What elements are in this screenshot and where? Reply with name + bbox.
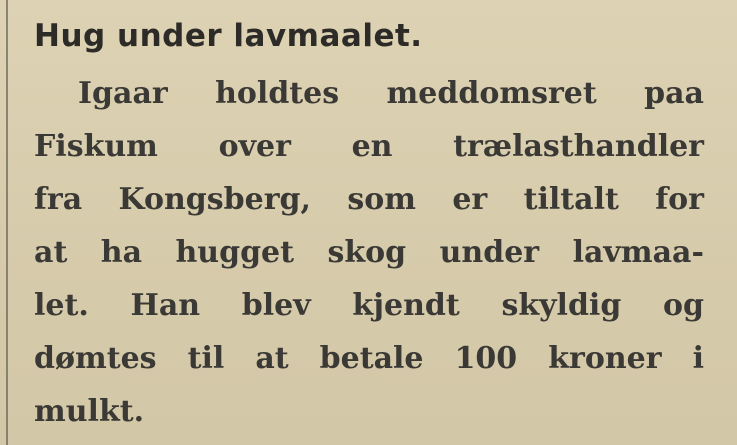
- word: fra: [34, 182, 83, 217]
- word: som: [347, 182, 416, 217]
- word: for: [655, 182, 704, 217]
- word: Han: [130, 288, 201, 323]
- word: en: [351, 129, 393, 164]
- word: meddomsret: [386, 76, 597, 111]
- word: til: [187, 341, 225, 376]
- article-line-7: [34, 390, 704, 443]
- word: over: [218, 129, 291, 164]
- article-line-2: [34, 125, 704, 178]
- word: mulkt.: [34, 394, 145, 429]
- word: er: [452, 182, 488, 217]
- word: skyldig: [501, 288, 622, 323]
- word: kroner: [548, 341, 662, 376]
- word: under: [439, 235, 540, 270]
- column-rule: [6, 0, 8, 445]
- word: 100: [454, 341, 518, 376]
- word: dømtes: [34, 341, 157, 376]
- word: Igaar: [78, 76, 168, 111]
- article-body: [34, 72, 704, 443]
- word: betale: [319, 341, 424, 376]
- word: trælasthandler: [453, 129, 704, 164]
- word: at: [34, 235, 68, 270]
- article-line-4: [34, 231, 704, 284]
- word: let.: [34, 288, 89, 323]
- article-line-1: [34, 72, 704, 125]
- word: holdtes: [215, 76, 340, 111]
- article-line-5: [34, 284, 704, 337]
- word: lavmaa-: [572, 235, 704, 270]
- word: blev: [241, 288, 311, 323]
- word: og: [662, 288, 704, 323]
- article-line-3: [34, 178, 704, 231]
- article-line-6: [34, 337, 704, 390]
- word: Fiskum: [34, 129, 158, 164]
- word: skog: [327, 235, 407, 270]
- word: at: [255, 341, 289, 376]
- word: i: [692, 341, 704, 376]
- word: Kongsberg,: [118, 182, 311, 217]
- word: paa: [644, 76, 704, 111]
- word: tiltalt: [523, 182, 619, 217]
- word: ha: [100, 235, 143, 270]
- word: kjendt: [352, 288, 460, 323]
- headline: Hug under lavmaalet.: [34, 18, 423, 54]
- word: hugget: [175, 235, 295, 270]
